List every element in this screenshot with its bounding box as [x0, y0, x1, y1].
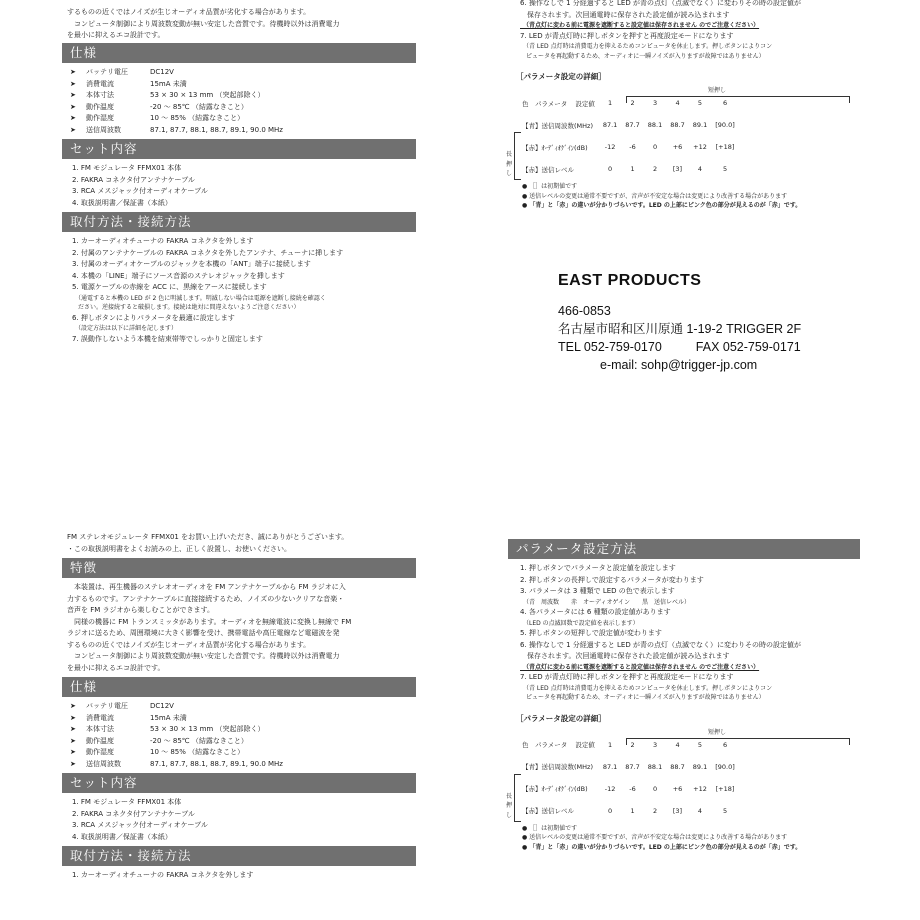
param-steps: [508, 563, 860, 703]
table-row: 【赤】ｵｰﾃﾞｨｵｹﾞｲﾝ(dB) -12 -6 0 +6 +12 [+18]: [522, 784, 735, 793]
param-table-wrap: [506, 728, 860, 853]
intro-line: FM ステレオモジュレータ FFMX01 をお買い上げいただき、誠にありがとうございます。: [67, 533, 349, 541]
list-item: 4. 各パラメータには 6 種類の設定値があります: [520, 608, 671, 616]
list-item: 1. FM モジュレータ FFMX01 本体: [72, 798, 182, 806]
install-heading: 取付方法・接続方法: [62, 846, 416, 866]
features-line: ラジオに送るため、周囲環境に大きく影響を受け、携帯電話や高圧電線など電磁波を発: [67, 629, 340, 637]
list-item: 7. 誤動作しないよう本機を結束帯等でしっかりと固定します: [72, 334, 263, 343]
phone-line: [558, 338, 801, 356]
note: ● 「青」と「赤」の違いが分かりづらいです。LED の上部にピンク色の部分が見えるのが「赤」です。: [522, 843, 802, 851]
table-header: 5: [697, 740, 703, 749]
list-item: （LED の点滅回数で設定値を表示します）: [520, 619, 639, 627]
list-item: 2. FAKRA コネクタ付アンテナケーブル: [72, 809, 195, 818]
table-row: 【青】送信周波数(MHz) 87.1 87.7 88.1 88.7 89.1 [90.0]: [522, 762, 735, 771]
list-item: 4. 取扱説明書／保証書（本紙）: [72, 198, 172, 207]
table-header: 5: [697, 99, 703, 107]
spec-row: ➤ 動作湿度 10 ～ 85% （結露なきこと）: [70, 748, 245, 756]
list-item: 1. FM モジュレータ FFMX01 本体: [72, 164, 182, 172]
list-item: （青 周波数 赤 オーディオゲイン 黒 送信レベル）: [520, 598, 690, 606]
list-item: 3. RCA メスジャック付オーディオケーブル: [72, 821, 208, 829]
company-logo: EAST PRODUCTS: [558, 272, 702, 289]
fax: FAX 052-759-0171: [695, 340, 801, 354]
email: e-mail: sohp@trigger-jp.com: [600, 358, 758, 372]
table-header: 3: [652, 740, 658, 749]
install-list: [62, 236, 416, 345]
list-item: 2. 押しボタンの長押しで設定するパラメータが変わります: [520, 575, 704, 584]
features-line: 本装置は、再生機器のステレオオーディオを FM アンテナケーブルから FM ラジオに入: [67, 583, 346, 591]
list-item: 3. パラメータは 3 種類で LED の色で表示します: [520, 587, 675, 595]
features-line: を最小に抑えるエコ設計です。: [67, 663, 165, 672]
list-item: （青 LED 点灯時は消費電力を抑えるためコンピュータを休止します。押しボタンによりコン: [520, 43, 773, 50]
spec-list: [62, 701, 424, 770]
spec-row: ➤ 動作湿度 10 ～ 85% （結露なきこと）: [70, 114, 245, 122]
list-item: ピュータを再起動するため、オーディオに一瞬ノイズが入りますが故障ではありません）: [520, 694, 765, 701]
features-line: するものの近くではノイズが生じオーディオ品質が劣化する場合があります。: [67, 640, 311, 649]
spec-row: ➤ 消費電流 15mA 未満: [70, 713, 187, 722]
set-heading: セット内容: [62, 773, 416, 793]
spec-row: ➤ 本体寸法 53 × 30 × 13 mm （突起部除く）: [70, 91, 265, 99]
table-header: 4: [675, 740, 680, 749]
bottom-right-panel: [508, 536, 860, 920]
table-header: 色 パラメータ: [522, 741, 568, 749]
set-list: [62, 797, 424, 843]
param-table: [518, 92, 739, 180]
note: ● 送信レベルの変更は通常不要ですが、音声が不安定な場合は変更により改善する場合があります: [522, 834, 788, 841]
table-header: 1: [607, 740, 613, 749]
spec-row: ➤ バッテリ電圧 DC12V: [70, 702, 174, 710]
spec-row: ➤ バッテリ電圧 DC12V: [70, 68, 174, 76]
features-line: 力するものです。アンテナケーブルに直接接続するため、ノイズの少ないクリアな音楽・: [67, 594, 345, 603]
param-detail-title: ［パラメータ設定の詳細］: [516, 72, 606, 81]
long-press-label: 長押し: [506, 792, 513, 819]
list-item: 1. カーオーディオチューナの FAKRA コネクタを外します: [72, 237, 254, 245]
param-notes: [518, 824, 860, 853]
list-item: 7. LED が青点灯時に押しボタンを押すと再度設定モードになります: [520, 673, 734, 681]
param-notes: [518, 182, 860, 211]
list-item: 1. 押しボタンでパラメータと設定値を設定します: [520, 564, 676, 572]
install-list: [62, 870, 424, 882]
features-line: を最小に抑えるエコ設計です。: [67, 31, 165, 39]
note: ● ［］は初期値です: [522, 183, 578, 190]
table-header: 設定値: [575, 99, 595, 108]
list-item: 4. 取扱説明書／保証書（本紙）: [72, 832, 172, 841]
list-item: 5. 電源ケーブルの赤線を ACC に、黒線をアースに接続します: [72, 283, 267, 291]
list-item: 1. カーオーディオチューナの FAKRA コネクタを外します: [72, 871, 254, 879]
spec-row: ➤ 動作温度 -20 ～ 85℃ （結露なきこと）: [70, 102, 248, 111]
list-item: 7. LED が青点灯時に押しボタンを押すと再度設定モードになります: [520, 31, 734, 40]
list-item: （青点灯に変わる前に電源を遮断すると設定値は保存されません のでご注意ください）: [520, 22, 760, 29]
spec-heading: 仕様: [62, 677, 416, 697]
list-item: ピュータを再起動するため、オーディオに一瞬ノイズが入りますが故障ではありません）: [520, 52, 765, 60]
short-press-label: 短押し: [708, 87, 727, 94]
param-table: [518, 734, 739, 822]
short-press-arrow: [626, 738, 850, 745]
short-press-arrow: [626, 96, 850, 103]
list-item: （設定方法は以下に詳細を記します）: [72, 325, 178, 332]
note: ● ［］は初期値です: [522, 824, 578, 832]
table-row: 【青】送信周波数(MHz) 87.1 87.7 88.1 88.7 89.1 [90.0]: [522, 121, 735, 130]
list-item: 2. FAKRA コネクタ付アンテナケーブル: [72, 175, 195, 184]
intro-line: ・この取扱説明書をよくお読みの上、正しく設置し、お使いください。: [67, 544, 291, 553]
list-item: 3. 付属のオーディオケーブルのジャックを本機の「ANT」端子に接続します: [72, 260, 311, 268]
table-header: 設定値: [575, 741, 595, 749]
table-header: 2: [630, 740, 635, 749]
set-heading: セット内容: [62, 139, 416, 159]
table-header: 6: [722, 99, 728, 107]
bottom-left-panel: [62, 532, 424, 920]
spec-row: ➤ 動作温度 -20 ～ 85℃ （結露なきこと）: [70, 736, 248, 745]
features-heading: 特徴: [62, 558, 416, 578]
long-press-bracket: [514, 132, 521, 180]
tel: TEL 052-759-0170: [558, 340, 662, 354]
param-steps: [508, 0, 860, 61]
list-item: 保存されます。次回通電時に保存された設定値が読み込まれます: [520, 652, 730, 660]
spec-row: ➤ 送信周波数 87.1, 87.7, 88.1, 88.7, 89.1, 90.0 MHz: [70, 125, 283, 134]
features-line: コンピュータ制御により周波数変動が無い安定した音質です。待機時以外は消費電力: [67, 19, 340, 28]
list-item: 保存されます。次回通電時に保存された設定値が読み込まれます: [520, 10, 730, 19]
street-address: 名古屋市昭和区川原通 1-19-2 TRIGGER 2F: [558, 322, 802, 336]
long-press-bracket: [514, 774, 521, 822]
list-item: 3. RCA メスジャック付オーディオケーブル: [72, 187, 208, 195]
company-block: [558, 272, 801, 374]
table-row: 【赤】送信レベル 0 1 2 [3] 4 5: [522, 165, 728, 174]
table-header: 6: [722, 740, 728, 749]
spec-row: ➤ 消費電流 15mA 未満: [70, 79, 187, 88]
note: ● 送信レベルの変更は通常不要ですが、音声が不安定な場合は変更により改善する場合があります: [522, 192, 788, 200]
list-item: （青点灯に変わる前に電源を遮断すると設定値は保存されません のでご注意ください）: [520, 663, 760, 671]
spec-list: [62, 67, 416, 136]
intro-text: [62, 532, 424, 555]
list-item: 6. 押しボタンによりパラメータを最適に設定します: [72, 313, 235, 322]
list-item: 5. 押しボタンの短押しで設定値が変わります: [520, 629, 662, 637]
features-text: [62, 582, 424, 674]
list-item: 6. 操作なしで 1 分経過すると LED が青の点灯（点滅でなく）に変わりその時の設定値が: [520, 0, 801, 7]
top-right-panel: [508, 0, 860, 245]
list-item: （通電すると本機の LED が 2 色に明滅します。明滅しない場合は電源を遮断し接続を確認く: [72, 294, 326, 302]
param-detail-title: ［パラメータ設定の詳細］: [516, 713, 606, 723]
table-header: 3: [652, 99, 658, 107]
table-header: 4: [675, 99, 680, 107]
param-heading: パラメータ設定方法: [508, 539, 860, 559]
company-address: [558, 302, 801, 374]
table-header: 1: [607, 99, 613, 107]
table-row: 【赤】ｵｰﾃﾞｨｵｹﾞｲﾝ(dB) -12 -6 0 +6 +12 [+18]: [522, 143, 735, 152]
install-heading: 取付方法・接続方法: [62, 212, 416, 232]
list-item: 2. 付属のアンテナケーブルの FAKRA コネクタを外したアンテナ、チューナに挿します: [72, 248, 344, 257]
spec-row: ➤ 送信周波数 87.1, 87.7, 88.1, 88.7, 89.1, 90.0 MHz: [70, 759, 283, 768]
list-item: 4. 本機の「LINE」端子にソース音源のステレオジャックを挿します: [72, 271, 285, 280]
top-left-panel: [62, 0, 424, 395]
spec-heading: 仕様: [62, 43, 416, 63]
table-header: 色 パラメータ: [522, 99, 568, 108]
table-header: 2: [630, 99, 635, 107]
list-item: ださい。逆接続すると破損します。接続は絶対に間違えないようご注意ください）: [72, 304, 300, 311]
features-line: 同様の機器に FM トランスミッタがあります。オーディオを無線電波に変換し無線で FM: [67, 617, 352, 626]
long-press-label: 長押し: [506, 151, 513, 177]
spec-row: ➤ 本体寸法 53 × 30 × 13 mm （突起部除く）: [70, 725, 265, 733]
param-table-wrap: [506, 87, 860, 211]
features-line: するものの近くではノイズが生じオーディオ品質が劣化する場合があります。: [67, 8, 311, 16]
features-line: 音声を FM ラジオから楽しむことができます。: [67, 606, 214, 614]
set-list: [62, 163, 416, 209]
features-line: コンピュータ制御により周波数変動が無い安定した音質です。待機時以外は消費電力: [67, 652, 340, 660]
list-item: （青 LED 点灯時は消費電力を抑えるためコンピュータを休止します。押しボタンによりコン: [520, 684, 773, 692]
table-row: 【赤】送信レベル 0 1 2 [3] 4 5: [522, 806, 728, 815]
short-press-label: 短押し: [708, 728, 727, 736]
note: ● 「青」と「赤」の違いが分かりづらいです。LED の上部にピンク色の部分が見えるのが「赤」です。: [522, 202, 802, 209]
postal-code: 466-0853: [558, 304, 611, 318]
list-item: 6. 操作なしで 1 分経過すると LED が青の点灯（点滅でなく）に変わりその時の設定値が: [520, 640, 801, 649]
